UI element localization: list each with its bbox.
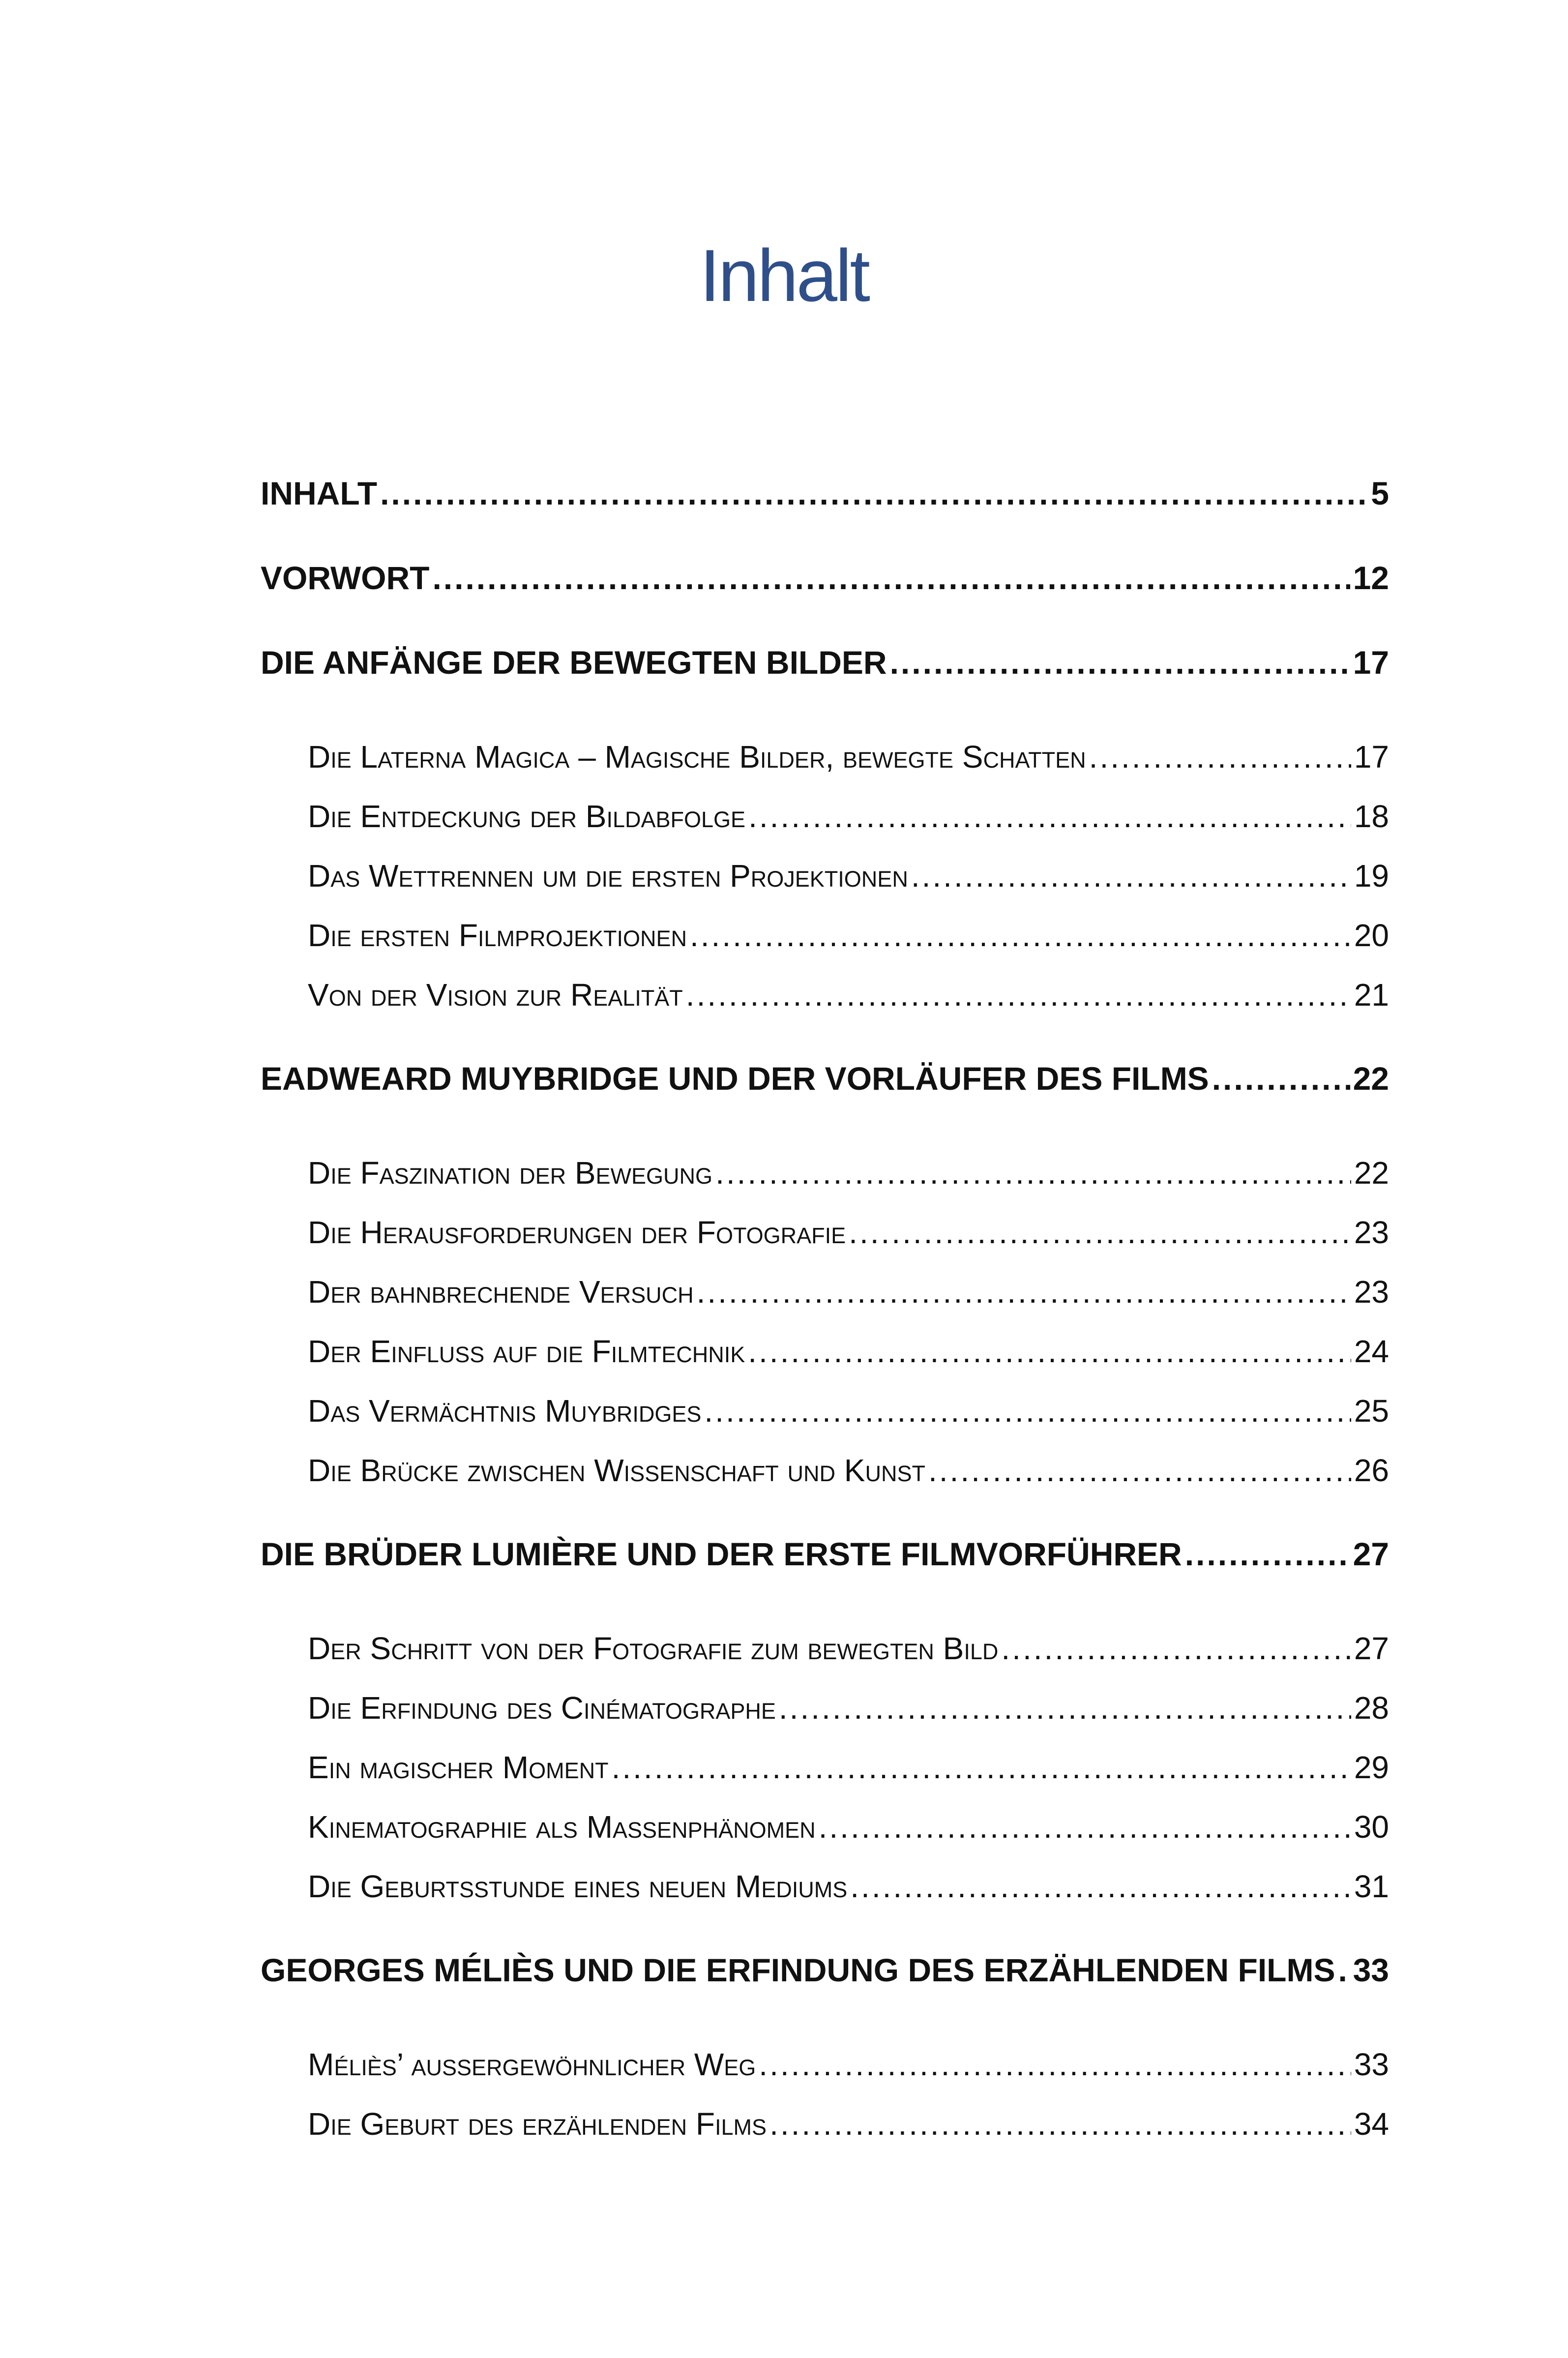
toc-subentry[interactable] bbox=[261, 971, 1389, 1055]
toc-entry-label: Die ersten Filmprojektionen bbox=[308, 918, 687, 953]
toc-entry-label: Das Wettrennen um die ersten Projektionen bbox=[308, 858, 908, 894]
toc-entry-label: Die Erfindung des Cinématographe bbox=[308, 1690, 776, 1726]
toc-subentry[interactable] bbox=[261, 733, 1389, 793]
dot-leader bbox=[1212, 1055, 1350, 1102]
toc-subentry[interactable] bbox=[261, 1328, 1389, 1387]
toc-entry-label: GEORGES MÉLIÈS UND DIE ERFINDUNG DES ERZÄHLENDEN FILMS bbox=[261, 1952, 1335, 1988]
toc-subentry[interactable] bbox=[261, 1447, 1389, 1530]
toc-entry-label: Die Geburt des erzählenden Films bbox=[308, 2106, 767, 2142]
toc-entry-label: Der Einfluss auf die Filmtechnik bbox=[308, 1334, 745, 1369]
toc-entry-label: DIE BRÜDER LUMIÈRE UND DER ERSTE FILMVORFÜHRER bbox=[261, 1536, 1182, 1572]
toc-entry-page: 28 bbox=[1354, 1690, 1389, 1726]
toc-entry-page: 33 bbox=[1354, 2047, 1389, 2082]
toc-entry-label: Die Entdeckung der Bildabfolge bbox=[308, 799, 746, 834]
dot-leader bbox=[1089, 733, 1351, 780]
toc-subentry[interactable] bbox=[261, 912, 1389, 971]
dot-leader bbox=[911, 852, 1351, 899]
toc-subentry[interactable] bbox=[261, 793, 1389, 852]
toc-entry-label: Die Geburtsstunde eines neuen Mediums bbox=[308, 1869, 848, 1904]
toc-subentry[interactable] bbox=[261, 2041, 1389, 2100]
toc-entry-page: 19 bbox=[1354, 858, 1389, 894]
toc-entry-page: 17 bbox=[1353, 644, 1389, 681]
toc-entry-label: INHALT bbox=[261, 475, 378, 511]
dot-leader bbox=[1338, 1946, 1350, 1994]
toc-entry-page: 17 bbox=[1354, 739, 1389, 775]
dot-leader bbox=[928, 1447, 1351, 1494]
dot-leader bbox=[704, 1387, 1351, 1434]
toc-entry-label: Ein magischer Moment bbox=[308, 1750, 609, 1785]
toc-entry-page: 20 bbox=[1354, 918, 1389, 953]
toc-subentry[interactable] bbox=[261, 1149, 1389, 1209]
dot-leader bbox=[380, 470, 1368, 517]
dot-leader bbox=[779, 1684, 1351, 1731]
toc-entry-page: 26 bbox=[1354, 1453, 1389, 1488]
page-title: Inhalt bbox=[700, 234, 868, 317]
dot-leader bbox=[612, 1744, 1351, 1791]
dot-leader bbox=[715, 1149, 1351, 1196]
toc-entry-label: EADWEARD MUYBRIDGE UND DER VORLÄUFER DES FILMS bbox=[261, 1060, 1209, 1097]
dot-leader bbox=[769, 2100, 1351, 2148]
toc-entry-page: 31 bbox=[1354, 1869, 1389, 1904]
toc-subentry[interactable] bbox=[261, 2100, 1389, 2160]
toc-entry-inhalt[interactable] bbox=[261, 470, 1389, 554]
toc-entry-page: 29 bbox=[1354, 1750, 1389, 1785]
toc-entry-label: Der Schritt von der Fotografie zum bewegten Bild bbox=[308, 1631, 999, 1666]
toc-entry-muybridge[interactable] bbox=[261, 1055, 1389, 1149]
toc-entry-label: Méliès’ außergewöhnlicher Weg bbox=[308, 2047, 756, 2082]
toc-entry-lumiere[interactable] bbox=[261, 1530, 1389, 1625]
toc-subentry[interactable] bbox=[261, 1684, 1389, 1744]
toc-entry-page: 18 bbox=[1354, 799, 1389, 834]
toc-entry-page: 22 bbox=[1353, 1060, 1389, 1097]
dot-leader bbox=[690, 912, 1351, 959]
toc-entry-label: Die Brücke zwischen Wissenschaft und Kunst bbox=[308, 1453, 925, 1488]
dot-leader bbox=[686, 971, 1351, 1018]
toc-entry-label: Kinematographie als Massenphänomen bbox=[308, 1809, 816, 1845]
table-of-contents bbox=[261, 470, 1389, 2160]
dot-leader bbox=[697, 1268, 1351, 1315]
toc-entry-label: Die Laterna Magica – Magische Bilder, bewegte Schatten bbox=[308, 739, 1086, 775]
toc-subentry[interactable] bbox=[261, 1744, 1389, 1803]
dot-leader bbox=[748, 1328, 1351, 1375]
toc-entry-label: Das Vermächtnis Muybridges bbox=[308, 1393, 702, 1429]
toc-entry-page: 23 bbox=[1354, 1274, 1389, 1310]
toc-entry-label: DIE ANFÄNGE DER BEWEGTEN BILDER bbox=[261, 644, 887, 681]
toc-entry-label: Der bahnbrechende Versuch bbox=[308, 1274, 694, 1310]
toc-entry-vorwort[interactable] bbox=[261, 554, 1389, 639]
dot-leader bbox=[819, 1803, 1351, 1851]
dot-leader bbox=[1185, 1530, 1350, 1578]
toc-entry-anfaenge[interactable] bbox=[261, 639, 1389, 733]
toc-entry-label: Die Herausforderungen der Fotografie bbox=[308, 1215, 846, 1250]
toc-entry-page: 23 bbox=[1354, 1215, 1389, 1250]
toc-entry-page: 5 bbox=[1371, 475, 1389, 511]
toc-subentry[interactable] bbox=[261, 852, 1389, 912]
dot-leader bbox=[748, 793, 1351, 840]
toc-entry-page: 27 bbox=[1354, 1631, 1389, 1666]
dot-leader bbox=[849, 1209, 1351, 1256]
dot-leader bbox=[850, 1863, 1351, 1910]
dot-leader bbox=[759, 2041, 1351, 2088]
toc-entry-page: 34 bbox=[1354, 2106, 1389, 2142]
toc-entry-page: 30 bbox=[1354, 1809, 1389, 1845]
toc-entry-label: Die Faszination der Bewegung bbox=[308, 1155, 713, 1191]
toc-entry-label: Von der Vision zur Realität bbox=[308, 977, 683, 1013]
dot-leader bbox=[432, 554, 1350, 601]
toc-entry-label: VORWORT bbox=[261, 560, 430, 596]
toc-subentry[interactable] bbox=[261, 1387, 1389, 1447]
toc-entry-page: 22 bbox=[1354, 1155, 1389, 1191]
toc-subentry[interactable] bbox=[261, 1268, 1389, 1328]
toc-subentry[interactable] bbox=[261, 1625, 1389, 1684]
toc-entry-page: 33 bbox=[1353, 1952, 1389, 1988]
toc-subentry[interactable] bbox=[261, 1209, 1389, 1268]
toc-entry-page: 27 bbox=[1353, 1536, 1389, 1572]
toc-subentry[interactable] bbox=[261, 1863, 1389, 1946]
dot-leader bbox=[1001, 1625, 1351, 1672]
toc-entry-page: 25 bbox=[1354, 1393, 1389, 1429]
toc-entry-page: 21 bbox=[1354, 977, 1389, 1013]
toc-entry-page: 12 bbox=[1353, 560, 1389, 596]
toc-entry-page: 24 bbox=[1354, 1334, 1389, 1369]
toc-subentry[interactable] bbox=[261, 1803, 1389, 1863]
dot-leader bbox=[890, 639, 1350, 686]
toc-entry-melies[interactable] bbox=[261, 1946, 1389, 2041]
